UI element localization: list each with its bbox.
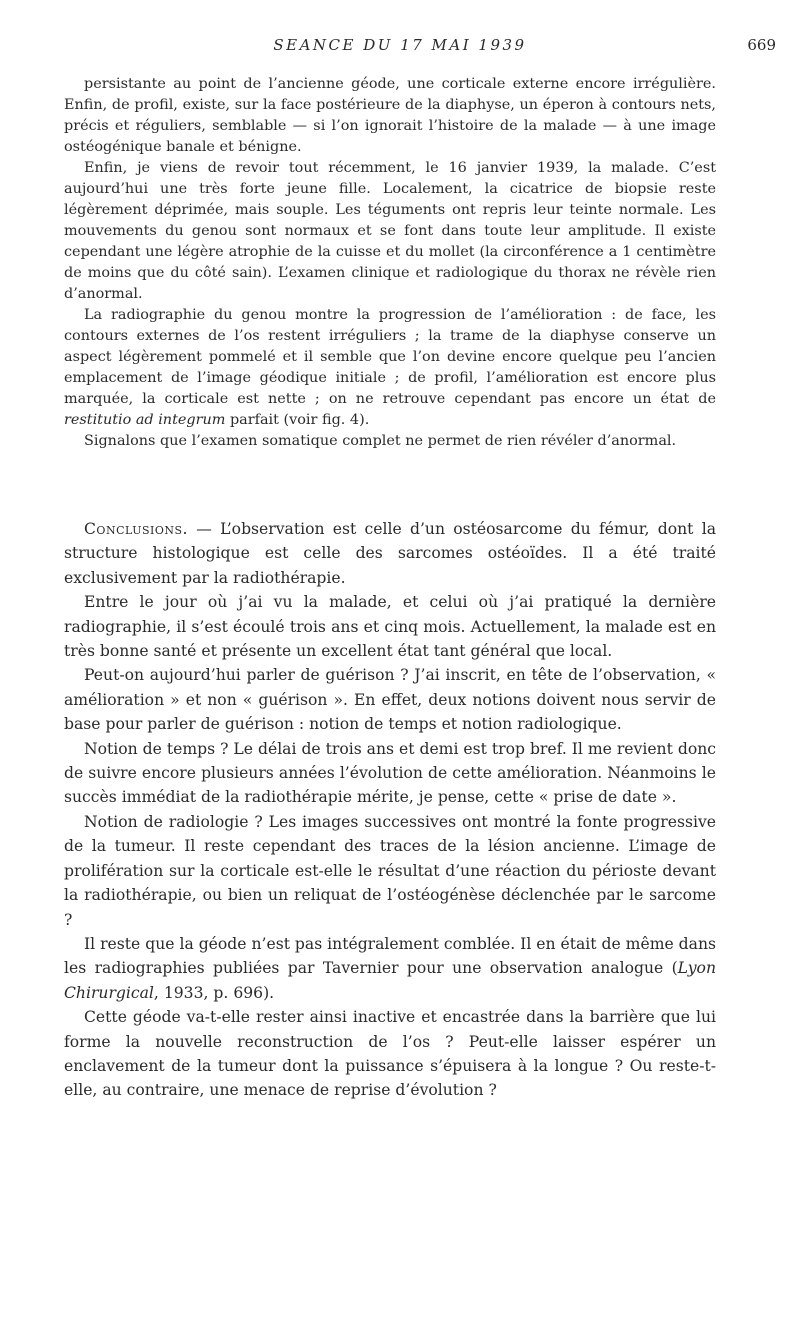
paragraph-text: — L’observation est celle d’un ostéosarcome du fémur, dont la structure histologique est celle des sarcomes ostéoïdes. Il a été traité exclusivement par la radiothérapie.: [64, 520, 716, 587]
latin-phrase: restitutio ad integrum: [64, 412, 226, 428]
paragraph: [64, 517, 716, 590]
paragraph: Notion de temps ? Le délai de trois ans et demi est trop bref. Il me revient donc de suivre encore plusieurs années l’évolution de cette amélioration. Néanmoins le succès immédiat de la radiothérapie mérite, je pense, cette « prise de date ».: [64, 739, 716, 807]
page-number: 669: [747, 36, 776, 54]
paragraph-text: , 1933, p. 696).: [153, 983, 275, 1002]
paragraph-text: Il reste que la géode n’est pas intégralement comblée. Il en était de même dans les radiographies publiées par Tavernier pour une observation analogue (: [64, 934, 716, 978]
paragraph: Peut-on aujourd’hui parler de guérison ? J’ai inscrit, en tête de l’observation, « amélioration » et non « guérison ». En effet, deux notions doivent nous servir de base pour parler de guérison : notion de temps et notion radiologique.: [64, 666, 716, 734]
paragraph: Cette géode va-t-elle rester ainsi inactive et encastrée dans la barrière que lui forme la nouvelle reconstruction de l’os ? Peut-elle laisser espérer un enclavement de la tumeur dont la puissance s’épuisera à la longue ? Ou reste-t-elle, au contraire, une menace de reprise d’évolution ?: [64, 1008, 716, 1100]
running-title: SEANCE DU 17 MAI 1939: [273, 36, 527, 54]
conclusions-section: [64, 517, 716, 1103]
paragraph: Signalons que l’examen somatique complet ne permet de rien révéler d’anormal.: [84, 433, 677, 449]
paragraph-text: La radiographie du genou montre la progression de l’amélioration : de face, les contours externes de l’os restent irréguliers ; la trame de la diaphyse conserve un aspect légèrement pommelé et il semble que l’on devine encore quelque peu l’ancien emplacement de l’image géodique initiale ; de profil, l’amélioration est encore plus marquée, la corticale est nette ; on ne retrouve cependant pas encore un état de: [64, 307, 716, 407]
journal-title: Lyon Chirurgical: [64, 959, 716, 1002]
running-header: [0, 36, 800, 62]
paragraph: [64, 305, 716, 431]
observation-text: [64, 74, 716, 452]
paragraph: [64, 932, 716, 1005]
paragraph: Enfin, je viens de revoir tout récemment, le 16 janvier 1939, la malade. C’est aujourd’hui une très forte jeune fille. Localement, la cicatrice de biopsie reste légèrement déprimée, mais souple. Les téguments ont repris leur teinte normale. Les mouvements du genou sont normaux et se font dans toute leur amplitude. Il existe cependant une légère atrophie de la cuisse et du mollet (la circonférence a 1 centimètre de moins que du côté sain). L’examen clinique et radiologique du thorax ne révèle rien d’anormal.: [64, 160, 716, 302]
paragraph-text: parfait (voir fig. 4).: [225, 412, 370, 428]
section-heading: Conclusions.: [84, 520, 188, 538]
paragraph: Entre le jour où j’ai vu la malade, et celui où j’ai pratiqué la dernière radiographie, il s’est écoulé trois ans et cinq mois. Actuellement, la malade est en très bonne santé et présente un excellent état tant général que local.: [64, 593, 716, 661]
paragraph: Notion de radiologie ? Les images successives ont montré la fonte progressive de la tumeur. Il reste cependant des traces de la lésion ancienne. L’image de prolifération sur la corticale est-elle le résultat d’une réaction du périoste devant la radiothérapie, ou bien un reliquat de l’ostéogénèse déclenchée par le sarcome ?: [64, 812, 716, 929]
paragraph: persistante au point de l’ancienne géode, une corticale externe encore irrégulière. Enfin, de profil, existe, sur la face postérieure de la diaphyse, un éperon à contours nets, précis et réguliers, semblable — si l’on ignorait l’histoire de la malade — à une image ostéogénique banale et bénigne.: [64, 76, 716, 155]
